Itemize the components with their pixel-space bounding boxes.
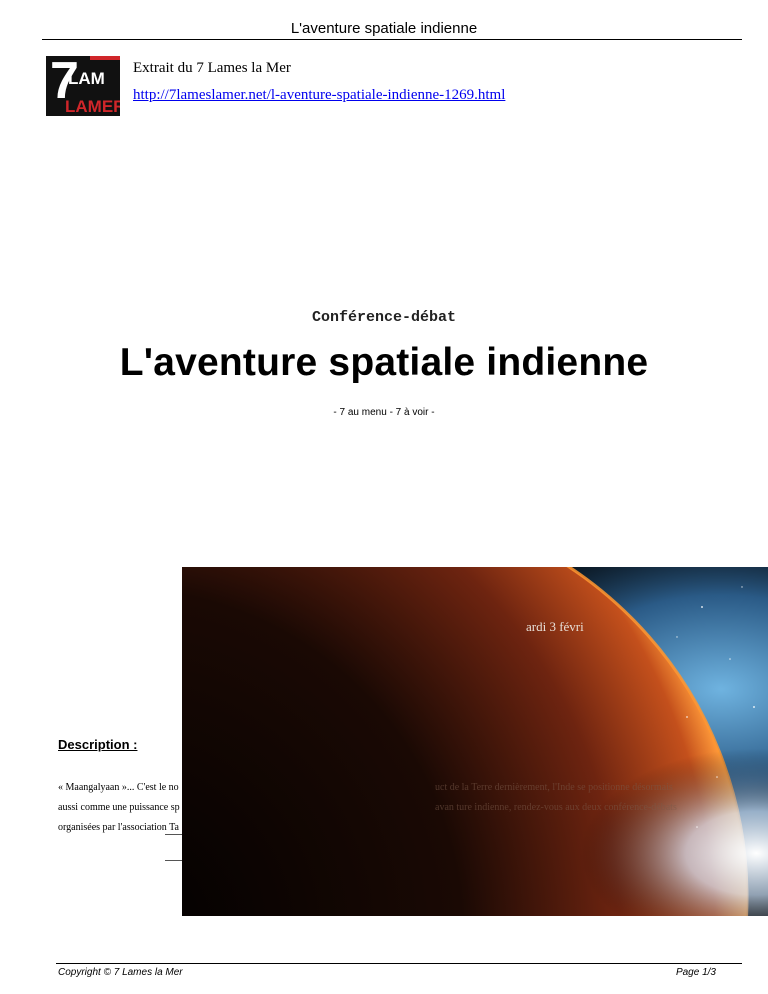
logo-word-bottom: LAMER bbox=[65, 97, 120, 116]
description-overflow-text: uct de la Terre dernièrement, l'Inde se positionne désormais avan ture indienne, rendez-vous aux deux conférence-débats bbox=[435, 782, 677, 813]
copyright-text: Copyright © 7 Lames la Mer bbox=[58, 967, 183, 978]
description-line-1: « Maangalyaan »... C'est le no bbox=[58, 782, 179, 793]
description-line-2: aussi comme une puissance sp bbox=[58, 802, 180, 813]
footer-divider bbox=[56, 963, 742, 964]
page-number: Page 1/3 bbox=[675, 967, 716, 978]
page-header-title: L'aventure spatiale indienne bbox=[290, 20, 478, 37]
banner-date-text: ardi 3 févri bbox=[526, 619, 584, 634]
event-banner-image bbox=[182, 567, 768, 916]
article-title: L'aventure spatiale indienne bbox=[119, 341, 649, 384]
site-logo[interactable] bbox=[46, 48, 120, 116]
description-heading: Description : bbox=[58, 737, 138, 752]
logo-digit: 7 bbox=[50, 52, 79, 110]
article-kicker: Conférence-débat bbox=[311, 309, 457, 326]
extrait-label: Extrait du 7 Lames la Mer bbox=[133, 60, 291, 76]
description-line-3: organisées par l'association Ta bbox=[58, 822, 179, 833]
breadcrumb: - 7 au menu - 7 à voir - bbox=[333, 407, 435, 418]
header-divider bbox=[42, 39, 742, 40]
logo-word-top: LAM bbox=[68, 69, 105, 88]
source-url-link[interactable]: http://7lameslamer.net/l-aventure-spatiale-indienne-1269.html bbox=[133, 87, 506, 103]
